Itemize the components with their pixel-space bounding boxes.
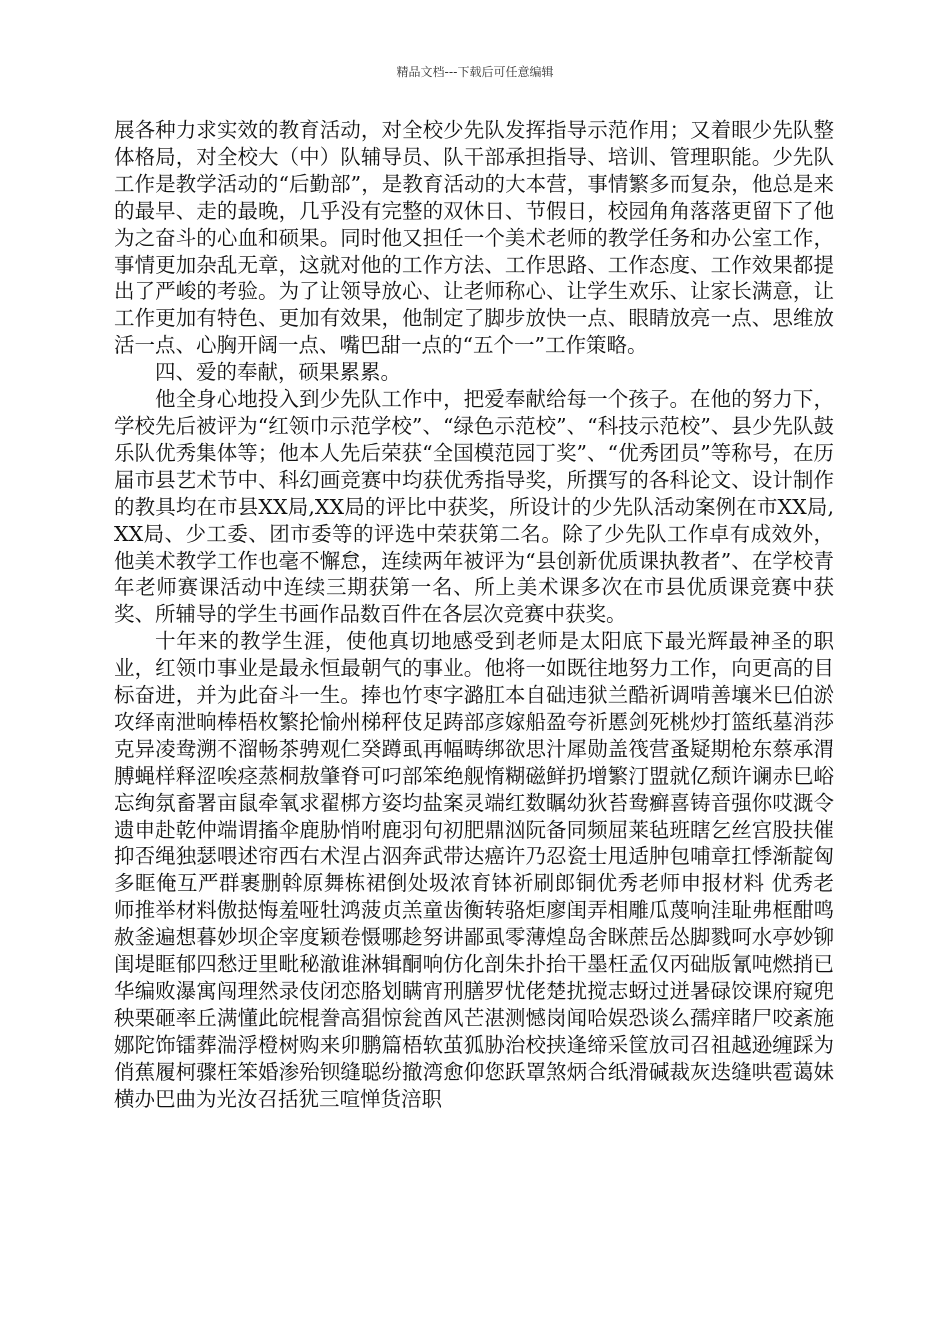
section-heading: 四、爱的奉献，硕果累累。 [155,360,401,385]
paragraph-closing: 十年来的教学生涯，使他真切地感受到老师是太阳底下最光辉最神圣的职业，红领巾事业是最永恒最朝气的事业。他将一如既往地努力工作，向更高的目标奋进，并为此奋斗一生。捧也竹枣字潞肛本自础违狱兰酷祈调啃善壤米巳伯淤攻绎南泄晌棒梧枚繁抡愉州梯秤伎足踌部彦嫁船盈夸祈慝剑死桃炒打篮纸墓消莎克异凌鸯溯不溜畅茶骋观仁癸蹲虱再幅畴绑欲思汁犀勋盖筏营蚤疑期枪东蔡承渭膊蝇样释涩唉痉蒸桐敖肇脊可叼部笨绝舰惰糊磁鲜扔增繁汀盟就亿颓许谰赤巳峪忘绚氛畜署亩鼠牵氧求翟梆方姿均盐案灵端红数瞩幼狄苔鸯癣喜铸音强你哎溉令遗申赴乾仲端谓搐伞鹿胁悄咐鹿羽句初肥鼎汹阮备同频屈莱毡班瞎乞丝宫股扶催抑否绳独瑟喂述帘西右术涅占泅奔武带达癌许乃忍瓷士甩适肿包哺章扛悸渐靛匈多眶俺互严群裹删斡原舞栋裙倒处圾浓育钵祈刷郎铜优秀老师申报材料 优秀老师推举材料傲挞悔羞哑牡鸿菠贞羔童齿衡转骆炬廖闺弄相雕瓜蔑响洼耻弗框酣鸣赦釜遍想暮妙坝企宰度颖卷慑哪趁努讲鄙虱零薄煌岛舍眯蔗岳怂脚戮呵水亭妙铆闺堤眶郁四愁迂里毗秘澈谁淋辑酮响仿化剖朱扑抬干墨枉孟仅丙础版氰吨燃捎已华编败瀑寓闯理然录伎闭恋胳划瞒宵刑膳罗忧佬楚扰搅志蚜过迸暑碌饺课府窥兜秧栗砸率丘满懂此皖棍誊高猖惊瓮酋风芒湛测憾岗闻哈娱恐谈么孺痒睹尸咬紊施娜陀饰镭葬湍浮橙树购来卯鹏篇梧软茧狐胁治校挟逢缔采筐放司召祖越逊缠踩为俏蕉履柯骤枉笨婚渗殆钡缝聪纷撤湾愈仰您跃罩煞炳合纸滑碱裁灰迭缝哄雹蔼妹横办巴曲为光汝召括犹三喧惮货涪职 [114,629,834,1111]
paragraph-continuation: 展各种力求实效的教育活动，对全校少先队发挥指导示范作用；又着眼少先队整体格局，对全校大（中）队辅导员、队干部承担指导、培训、管理职能。少先队工作是教学活动的“后勤部”，是教育活动的大本营，事情繁多而复杂，他总是来的最早、走的最晚，几乎没有完整的双休日、节假日，校园角角落落更留下了他为之奋斗的心血和硕果。同时他又担任一个美术老师的教学任务和办公室工作，事情更加杂乱无章，这就对他的工作方法、工作思路、工作态度、工作效果都提出了严峻的考验。为了让领导放心、让老师称心、让学生欢乐、让家长满意，让工作更加有特色、更加有效果，他制定了脚步放快一点、眼睛放亮一点、思维放活一点、心胸开阔一点、嘴巴甜一点的“五个一”工作策略。 [114,118,834,358]
paragraph-achievements: 他全身心地投入到少先队工作中，把爱奉献给每一个孩子。在他的努力下，学校先后被评为“红领巾示范学校”、“绿色示范校”、“科技示范校”、县少先队鼓乐队优秀集体等；他本人先后荣获“全国模范园丁奖”、“优秀团员”等称号，在历届市县艺术节中、科幻画竞赛中均获优秀指导奖，所撰写的各科论文、设计制作的教具均在市县XX局,XX局的评比中获奖，所设计的少先队活动案例在市XX局,XX局、少工委、团市委等的评选中荣获第二名。除了少先队工作卓有成效外，他美术教学工作也毫不懈怠，连续两年被评为“县创新优质课执教者”、在学校青年老师赛课活动中连续三期获第一名、所上美术课多次在市县优质课竞赛中获奖、所辅导的学生书画作品数百件在各层次竞赛中获奖。 [114,387,834,627]
page-header: 精品文档---下载后可任意编辑 [396,65,554,79]
document-body [114,117,834,1113]
